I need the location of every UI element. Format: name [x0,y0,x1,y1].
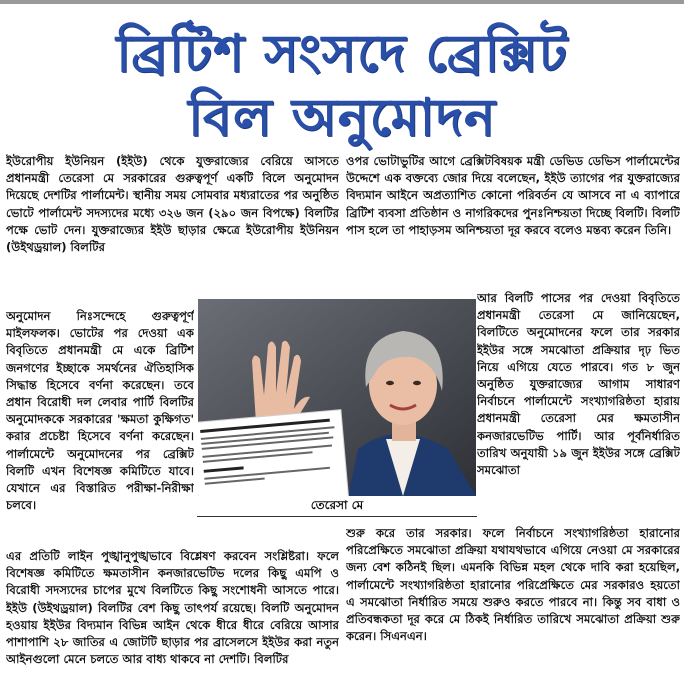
paragraph: শুরু করে তার সরকার। ফলে নির্বাচনে সংখ্যাগরিষ্ঠতা হারানোর পরিপ্রেক্ষিতে সমঝোতা প্রক্রিয়া যথাযথভাবে এগিয়ে নেওয়া মে সরকারের জন্য বেশ কঠিনই ছিল। এমনকি বিভিন্ন মহল থেকে দাবি করা হয়েছিল, পার্লামেন্টে সংখ্যাগরিষ্ঠতা হারানোর পরিপ্রেক্ষিতে মের সরকারও হয়তো এ সমঝোতা নির্ধারিত সময়ে শুরুও করতে পারবে না। কিন্তু সব বাধা ও প্রতিবন্ধকতা দূর করে মে ঠিকই নির্ধারিত তারিখে সমঝোতা প্রক্রিয়া শুরু করেন। সিএনএন। [346,526,680,644]
article-column-1-top [6,153,339,308]
paragraph: আর বিলটি পাসের পর দেওয়া বিবৃতিতে প্রধানমন্ত্রী তেরেসা মে জানিয়েছেন, বিলটিতে অনুমোদনের ফলে তার সরকার ইইউর সঙ্গে সমঝোতা প্রক্রিয়ার দৃঢ় ভিত নিয়ে এগিয়ে যেতে পারবে। গত ৮ জুন অনুষ্ঠিত যুক্তরাজ্যের আগাম সাধারণ নির্বাচনে পার্লামেন্টে সংখ্যাগরিষ্ঠতা হারায় প্রধানমন্ত্রী তেরেসা মের ক্ষমতাসীন কনজারভেটিভ পার্টি। আর পূর্বনির্ধারিত তারিখ অনুযায়ী ১৯ জুন ইইউর সঙ্গে ব্রেক্সিট সমঝোতা [477,291,680,478]
paragraph: অনুমোদন নিঃসন্দেহে গুরুত্বপূর্ণ মাইলফলক। ভোটের পর দেওয়া এক বিবৃতিতে প্রধানমন্ত্রী মে একে ব্রিটিশ জনগণের ইচ্ছাকে সমর্থনের ঐতিহাসিক সিদ্ধান্ত হিসেবে বর্ণনা করেছেন। তবে প্রধান বিরোধী দল লেবার পার্টি বিলটির অনুমোদককে সরকারের 'ক্ষমতা কুক্ষিগত' করার প্রচেষ্টা হিসেবে বর্ণনা করেছেন। পার্লামেন্টে অনুমোদনের পর ব্রেক্সিট বিলটি এখন বিশেষজ্ঞ কমিটিতে যাবে। যেখানে এর বিস্তারিত পরীক্ষা-নিরীক্ষা চলবে। [6,309,194,513]
paragraph: এর প্রতিটি লাইন পুঙ্খানুপুঙ্খভাবে বিশ্লেষণ করবেন সংশ্লিষ্টরা। ফলে বিশেষজ্ঞ কমিটিতে ক্ষমতাসীন কনজারভেটিভ দলের কিছু এমপি ও বিরোধী সদস্যদের চাপের মুখে বিলটিতে কিছু সংশোধনী আসতে পারে। ইইউ (উইথড্রয়াল) বিলটির বেশ কিছু তাৎপর্য রয়েছে। বিলটি অনুমোদন হওয়ায় ইইউর বিদ্যমান বিভিন্ন আইন থেকে ধীরে ধীরে বেরিয়ে আসার পাশাপাশি ২৮ জাতির এ জোটটি ছাড়ার পর ব্রাসেলসে ইইউর করা নতুন আইনগুলো মেনে চলতে আর বাধ্য থাকবে না দেশটি। বিলটির [6,549,339,667]
top-rule [0,0,684,4]
photo-illustration [198,299,476,496]
photo-caption: তেরেসা মে [310,498,364,512]
paragraph: ওপর ভোটাভুটির আগে ব্রেক্সিটবিষয়ক মন্ত্রী ডেভিড ডেভিস পার্লামেন্টের উদ্দেশে এক বক্তব্যে জোর দিয়ে বলেছেন, ইইউ ত্যাগের পর যুক্তরাজ্যের বিদ্যমান আইনে অপ্রত্যাশিত কোনো পরিবর্তন যে আসবে না এ ব্যাপারে ব্রিটিশ ব্যবসা প্রতিষ্ঠান ও নাগরিকদের পুনঃনিশ্চয়তা দিচ্ছে বিলটি। বিলটি পাস হলে তা পাহাড়সম অনিশ্চয়তা দূর করবে বলেও মন্তব্য করেন তিনি। [346,154,680,237]
right-eye [413,381,421,385]
left-eye [386,381,394,385]
headline-line-2: বিল অনুমোদন [188,88,496,148]
article-column-1-bottom [6,548,339,678]
headline-line-1: ব্রিটিশ সংসদে ব্রেক্সিট [116,24,568,84]
caption-divider [197,516,477,517]
article-column-1-side [6,308,194,548]
article-column-2-side [477,290,680,520]
news-photo [198,299,476,496]
document-overlay [198,410,349,496]
article-column-2-top [346,153,680,290]
article-column-2-bottom [346,525,680,678]
paragraph: ইউরোপীয় ইউনিয়ন (ইইউ) থেকে যুক্তরাজ্যের বেরিয়ে আসতে প্রধানমন্ত্রী তেরেসা মে সরকারের গুরুত্বপূর্ণ একটি বিলে অনুমোদন দিয়েছে দেশটির পার্লামেন্ট। স্থানীয় সময় সোমবার মধ্যরাতের পর অনুষ্ঠিত ভোটে পার্লামেন্ট সদস্যদের মধ্যে ৩২৬ জন (২৯০ জন বিপক্ষে) বিলটির পক্ষে ভোট দেন। যুক্তরাজ্যের ইইউ ছাড়ার ক্ষেত্রে ইউরোপীয় ইউনিয়ন (উইথড্রয়াল) বিলটির [6,154,339,255]
